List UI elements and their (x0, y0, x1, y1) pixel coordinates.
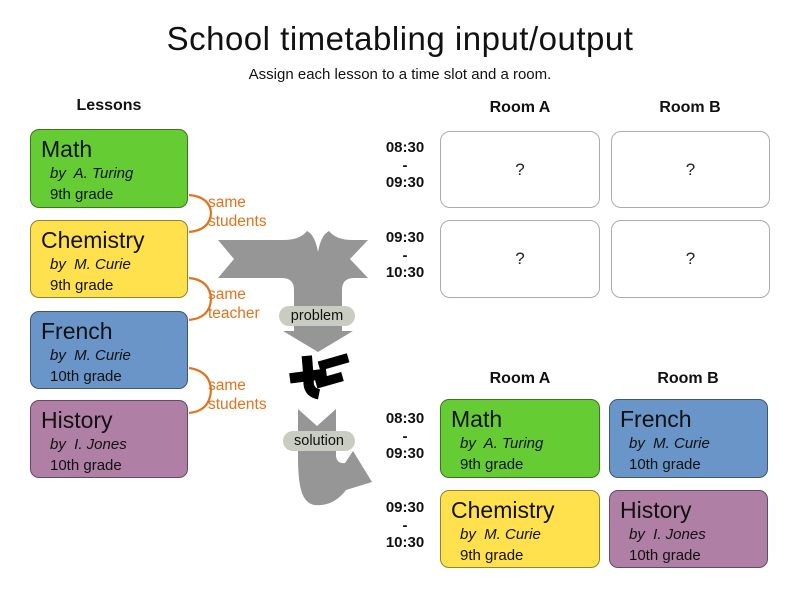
lesson-grade: 10th grade (50, 457, 122, 474)
lesson-teacher: by I. Jones (50, 436, 127, 453)
constraint-line: same (208, 377, 246, 394)
lesson-grade: 9th grade (50, 186, 114, 203)
lesson-teacher: by M. Curie (629, 435, 710, 452)
lesson-name: Chemistry (41, 227, 145, 253)
input-cell-roomA-slot1: ? (440, 131, 600, 208)
input-cell-roomB-slot1: ? (611, 131, 770, 208)
lesson-teacher: by I. Jones (629, 526, 706, 543)
output-timeslot-2 (378, 499, 432, 552)
lesson-card-history (30, 400, 188, 478)
lesson-name: Math (451, 406, 503, 432)
input-cell-roomA-slot2: ? (440, 220, 600, 298)
lesson-grade: 10th grade (629, 547, 701, 564)
lesson-card-chemistry (30, 220, 188, 298)
problem-pill: problem (279, 306, 355, 326)
timeslot-start: 09:30 (385, 499, 425, 516)
page-subtitle: Assign each lesson to a time slot and a room. (248, 66, 552, 83)
output-room-a-heading: Room A (489, 370, 551, 387)
lesson-name: Math (41, 136, 93, 162)
lesson-card-french (30, 311, 188, 389)
output-cell-math (440, 399, 600, 478)
input-timeslot-1 (378, 139, 432, 192)
solution-pill: solution (283, 431, 355, 451)
timeslot-end: 09:30 (385, 445, 425, 462)
lesson-teacher: by M. Curie (50, 347, 131, 364)
lesson-grade: 9th grade (50, 277, 114, 294)
timeslot-end: 10:30 (385, 264, 425, 281)
timeslot-separator: - (402, 516, 408, 534)
timeslot-start: 08:30 (385, 410, 425, 427)
solution-arrow (298, 409, 372, 505)
constraint-line: same (208, 286, 246, 303)
timefold-logo (288, 353, 350, 400)
output-cell-chemistry (440, 490, 600, 568)
lesson-teacher: by A. Turing (460, 435, 544, 452)
timeslot-start: 08:30 (385, 139, 425, 156)
lesson-name: Chemistry (451, 497, 555, 523)
logo-t-crossbar (290, 374, 327, 379)
output-room-b-heading: Room B (657, 370, 719, 387)
timeslot-end: 10:30 (385, 534, 425, 551)
timeslot-separator: - (402, 427, 408, 445)
lesson-card-math (30, 129, 188, 208)
constraint-line: teacher (208, 305, 260, 322)
lesson-grade: 10th grade (629, 456, 701, 473)
input-room-b-heading: Room B (659, 99, 721, 116)
lesson-name: History (620, 497, 692, 523)
constraint-line: students (208, 396, 267, 413)
lesson-teacher: by M. Curie (460, 526, 541, 543)
timeslot-start: 09:30 (385, 229, 425, 246)
lesson-grade: 9th grade (460, 456, 524, 473)
lesson-teacher: by A. Turing (50, 165, 134, 182)
constraint-line: same (208, 194, 246, 211)
page-title: School timetabling input/output (166, 20, 634, 57)
constraint-line: students (208, 213, 267, 230)
input-cell-roomB-slot2: ? (611, 220, 770, 298)
problem-arrow (218, 231, 368, 352)
output-cell-french (609, 399, 768, 478)
lesson-name: French (41, 318, 113, 344)
lesson-name: History (41, 407, 113, 433)
timeslot-end: 09:30 (385, 174, 425, 191)
output-timeslot-1 (378, 410, 432, 463)
lesson-grade: 9th grade (460, 547, 524, 564)
timeslot-separator: - (402, 156, 408, 174)
logo-f-top-slash (319, 358, 348, 366)
output-cell-history (609, 490, 768, 568)
input-timeslot-2 (378, 229, 432, 282)
timeslot-separator: - (402, 246, 408, 264)
input-room-a-heading: Room A (489, 99, 551, 116)
lesson-name: French (620, 406, 692, 432)
lesson-grade: 10th grade (50, 368, 122, 385)
lessons-heading: Lessons (76, 97, 142, 114)
lesson-teacher: by M. Curie (50, 256, 131, 273)
